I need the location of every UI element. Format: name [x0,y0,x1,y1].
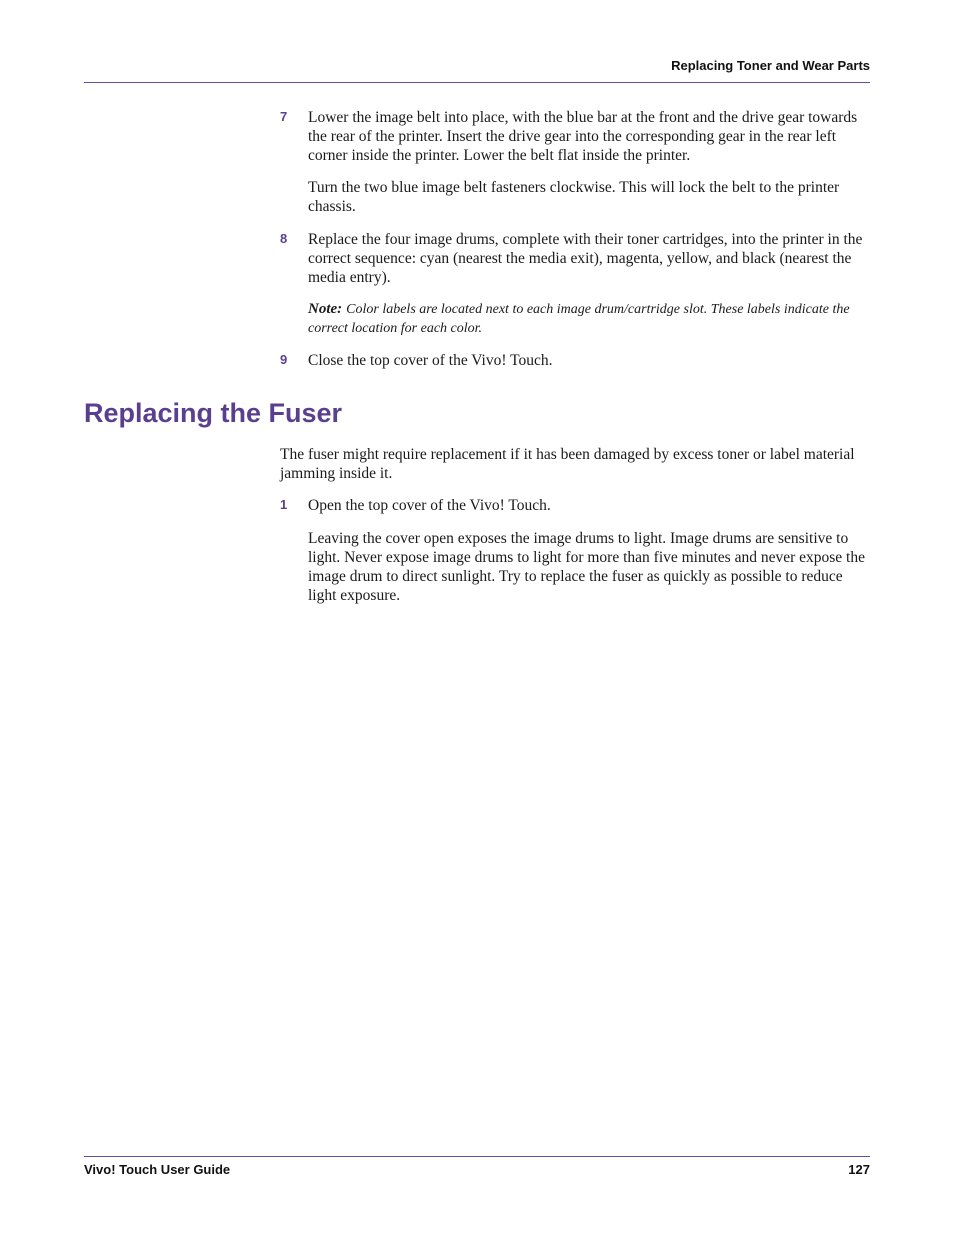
fuser-step-1 [280,496,870,515]
step-7-followup: Turn the two blue image belt fasteners clockwise. This will lock the belt to the printer chassis. [308,179,840,215]
page-number: 127 [848,1162,870,1177]
note-text: Color labels are located next to each image drum/cartridge slot. These labels indicate the correct location for each color. [308,302,850,336]
step-7 [280,108,870,165]
footer-divider [84,1156,870,1157]
step-number: 1 [280,497,288,512]
section-heading: Replacing the Fuser [84,398,343,428]
header-divider [84,82,870,83]
step-number: 8 [280,231,288,246]
note-label: Note: [308,301,343,317]
step-number: 7 [280,109,288,124]
step-number: 9 [280,352,288,367]
section-intro: The fuser might require replacement if it has been damaged by excess toner or label material jamming inside it. [280,446,855,482]
footer-guide-title: Vivo! Touch User Guide [84,1162,231,1177]
step-text: Close the top cover of the Vivo! Touch. [308,352,553,369]
step-8 [280,230,870,287]
step-text: Open the top cover of the Vivo! Touch. [308,497,551,514]
running-header: Replacing Toner and Wear Parts [671,58,870,73]
step-text: Replace the four image drums, complete with their toner cartridges, into the printer in the correct sequence: cyan (nearest the media exit), magenta, yellow, and black (nearest the media entry). [308,231,863,286]
step-text: Lower the image belt into place, with the blue bar at the front and the drive gear towards the rear of the printer. Insert the drive gear into the corresponding gear in the rear left corner inside the printer. Lower the belt flat inside the printer. [308,109,858,164]
fuser-step-1-followup: Leaving the cover open exposes the image drums to light. Image drums are sensitive to light. Never expose image drums to light for more than five minutes and never expose the image drum to direct sunlight. Try to replace the fuser as quickly as possible to reduce light exposure. [308,530,865,604]
note [308,300,870,338]
step-9 [280,351,870,370]
